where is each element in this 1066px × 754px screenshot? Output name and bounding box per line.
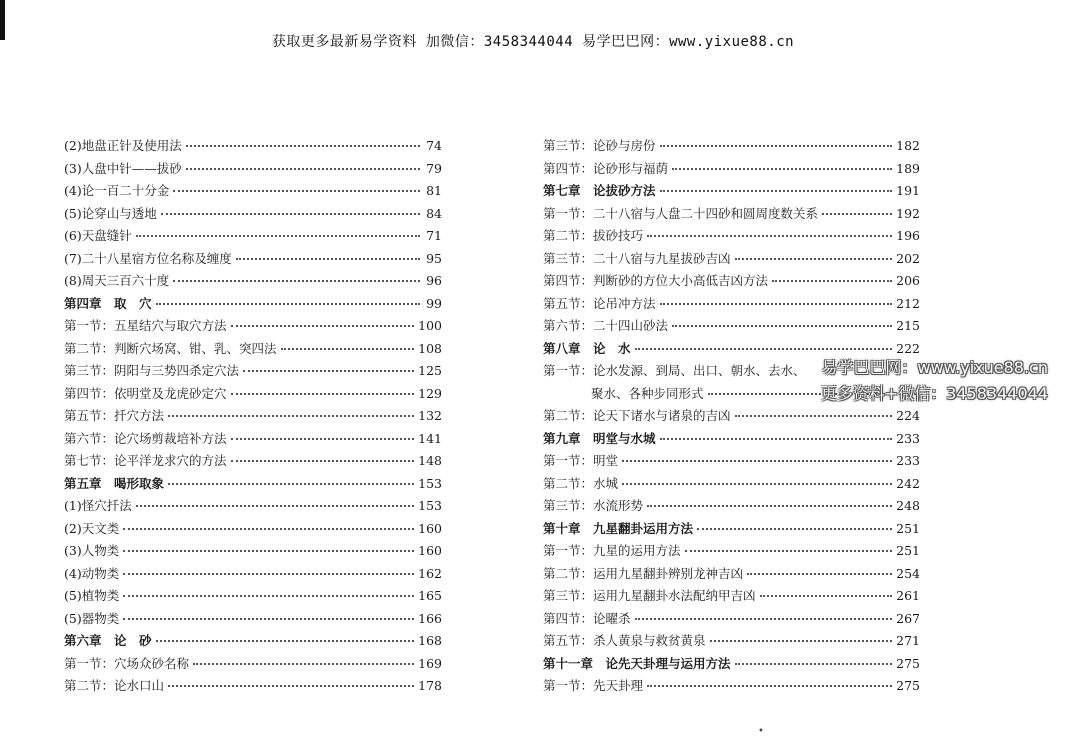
toc-leader-dots: [156, 632, 415, 642]
toc-page-number: 189: [896, 160, 920, 176]
toc-entry-row[interactable]: [64, 204, 442, 227]
toc-page-number: 160: [418, 520, 442, 536]
toc-entry-row[interactable]: [64, 609, 442, 632]
toc-entry-title: (2)天文类: [64, 520, 120, 536]
toc-entry-title: 第五章 喝形取象: [64, 475, 165, 491]
toc-entry-title: 第一节：五星结穴与取穴方法: [64, 318, 227, 333]
toc-page-number: 165: [418, 588, 442, 603]
toc-leader-dots: [231, 385, 415, 395]
toc-entry-title: (7)二十八星宿方位名称及缠度: [64, 250, 232, 266]
toc-entry-row[interactable]: [543, 249, 920, 272]
toc-leader-dots: [231, 452, 415, 462]
toc-entry-title: 第二节：判断穴场窝、钳、乳、突四法: [64, 340, 277, 356]
toc-entry-title: 第五节：杀人黄泉与救贫黄泉: [543, 633, 706, 648]
toc-leader-dots: [123, 520, 414, 530]
toc-page-number: 224: [896, 408, 920, 423]
toc-entry-title: 第一节：论水发源、到局、出口、朝水、去水、: [543, 363, 806, 378]
toc-leader-dots: [685, 542, 893, 552]
toc-entry-title: 第二节：水城: [543, 475, 619, 491]
toc-page-number: 275: [896, 678, 920, 693]
toc-leader-dots: [161, 205, 420, 215]
toc-entry-title: 第二节：论天下诸水与诸泉的吉凶: [543, 408, 731, 423]
toc-page-number: 129: [418, 385, 442, 401]
toc-entry-title: (8)周天三百六十度: [64, 273, 170, 288]
toc-page-number: 95: [426, 250, 442, 266]
toc-page-number: 215: [896, 318, 920, 333]
toc-chapter-row[interactable]: [64, 294, 442, 317]
toc-entry-row[interactable]: [64, 564, 442, 587]
toc-entry-title: 第一节：穴场众砂名称: [64, 655, 190, 671]
toc-page-number: 148: [418, 453, 442, 468]
toc-leader-dots: [236, 250, 420, 260]
toc-leader-dots: [123, 610, 414, 620]
toc-page-number: 178: [418, 678, 442, 693]
toc-entry-title: 聚水、各种步同形式: [591, 385, 704, 401]
toc-leader-dots: [156, 295, 420, 305]
toc-entry-row[interactable]: [64, 451, 442, 474]
toc-left-column: [64, 136, 442, 699]
toc-entry-row[interactable]: [64, 316, 442, 339]
toc-chapter-row[interactable]: [543, 429, 920, 452]
toc-page-number: 141: [418, 430, 442, 446]
toc-entry-row[interactable]: [64, 136, 442, 159]
toc-page-number: 251: [896, 543, 920, 558]
toc-entry-row[interactable]: [543, 204, 920, 227]
toc-leader-dots: [622, 475, 892, 485]
toc-leader-dots: [168, 677, 414, 687]
toc-entry-row[interactable]: [543, 631, 920, 654]
page-header: 获取更多最新易学资料 加微信：3458344044 易学巴巴网：www.yixue88.cn: [271, 34, 795, 50]
toc-leader-dots: [735, 655, 893, 665]
toc-entry-title: (3)人盘中针——拔砂: [64, 160, 182, 176]
toc-page-number: 84: [426, 205, 442, 221]
toc-entry-row[interactable]: [64, 384, 442, 407]
toc-leader-dots: [635, 340, 893, 350]
toc-entry-row[interactable]: [543, 564, 920, 587]
toc-page-number: 271: [896, 633, 920, 648]
toc-entry-row[interactable]: [543, 226, 920, 249]
toc-leader-dots: [136, 497, 414, 507]
toc-entry-title: 第一节：二十八宿与人盘二十四砂和圆周度数关系: [543, 205, 819, 221]
toc-entry-row[interactable]: [543, 496, 920, 519]
toc-entry-row[interactable]: [64, 249, 442, 272]
toc-chapter-row[interactable]: [64, 474, 442, 497]
toc-entry-title: 第三节：论砂与房份: [543, 138, 656, 153]
toc-page-number: 99: [426, 295, 442, 311]
toc-entry-row[interactable]: [64, 496, 442, 519]
toc-entry-row[interactable]: [543, 159, 920, 182]
toc-entry-title: 第十章 九星翻卦运用方法: [543, 520, 694, 536]
toc-leader-dots: [173, 182, 420, 192]
toc-leader-dots: [193, 655, 414, 665]
toc-chapter-row[interactable]: [543, 181, 920, 204]
toc-entry-row[interactable]: [543, 609, 920, 632]
toc-page-number: 191: [896, 183, 920, 198]
toc-page-number: 254: [896, 565, 920, 581]
toc-page-number: 251: [896, 520, 920, 536]
toc-entry-title: (5)植物类: [64, 588, 120, 603]
toc-page-number: 81: [426, 183, 442, 198]
toc-entry-title: (5)器物类: [64, 610, 120, 626]
toc-entry-row[interactable]: [64, 159, 442, 182]
toc-page-number: 196: [896, 228, 920, 243]
toc-entry-title: (4)动物类: [64, 565, 120, 581]
toc-entry-title: 第二节：运用九星翻卦辨别龙神吉凶: [543, 565, 744, 581]
toc-entry-title: 第六节：论穴场剪裁培补方法: [64, 430, 227, 446]
toc-page-number: 108: [418, 340, 442, 356]
toc-page-number: 96: [426, 273, 442, 288]
toc-entry-row[interactable]: [543, 316, 920, 339]
toc-leader-dots: [136, 227, 420, 237]
toc-leader-dots: [735, 250, 893, 260]
toc-page-number: 233: [896, 453, 920, 468]
toc-leader-dots: [123, 565, 414, 575]
toc-leader-dots: [186, 160, 420, 170]
toc-entry-title: 第四章 取 穴: [64, 295, 152, 311]
toc-page-number: 202: [896, 250, 920, 266]
toc-page-number: 153: [418, 498, 442, 513]
toc-page-number: 168: [418, 633, 442, 648]
toc-leader-dots: [123, 542, 414, 552]
toc-leader-dots: [710, 632, 893, 642]
toc-entry-row[interactable]: [543, 586, 920, 609]
toc-entry-row[interactable]: [543, 474, 920, 497]
toc-page-number: 261: [896, 588, 920, 603]
toc-leader-dots: [173, 272, 420, 282]
toc-entry-title: 第三节：二十八宿与九星拔砂吉凶: [543, 250, 731, 266]
toc-entry-row[interactable]: [543, 541, 920, 564]
toc-leader-dots: [747, 565, 892, 575]
toc-page-number: 160: [418, 543, 442, 558]
toc-entry-title: (5)论穿山与透地: [64, 205, 157, 221]
toc-entry-title: (4)论一百二十分金: [64, 183, 170, 198]
toc-leader-dots: [822, 205, 892, 215]
toc-entry-row[interactable]: [543, 406, 920, 429]
toc-page-number: 242: [896, 475, 920, 491]
toc-page-number: 212: [896, 295, 920, 311]
toc-chapter-row[interactable]: [543, 519, 920, 542]
toc-page-number: 74: [426, 138, 442, 153]
toc-entry-title: 第六节：二十四山砂法: [543, 318, 669, 333]
toc-leader-dots: [647, 497, 892, 507]
toc-page-number: 153: [418, 475, 442, 491]
page-mark: •: [758, 726, 764, 737]
toc-page-number: 267: [896, 610, 920, 626]
toc-entry-title: (2)地盘正针及使用法: [64, 138, 182, 153]
toc-entry-title: 第三节：运用九星翻卦水法配纳甲吉凶: [543, 588, 756, 603]
toc-leader-dots: [660, 430, 893, 440]
toc-right-column: [543, 136, 920, 699]
watermark-site: 易学巴巴网：www.yixue88.cn: [821, 358, 1048, 377]
toc-leader-dots: [660, 182, 893, 192]
toc-leader-dots: [760, 587, 893, 597]
toc-entry-title: (1)怪穴扦法: [64, 498, 132, 513]
toc-entry-row[interactable]: [543, 136, 920, 159]
toc-page-number: 182: [896, 138, 920, 153]
toc-entry-row[interactable]: [64, 406, 442, 429]
toc-leader-dots: [660, 295, 893, 305]
toc-page-number: 79: [426, 160, 442, 176]
toc-entry-title: (6)天盘缝针: [64, 228, 132, 243]
toc-page-number: 206: [896, 273, 920, 288]
toc-leader-dots: [243, 362, 414, 372]
toc-leader-dots: [168, 475, 414, 485]
toc-entry-row[interactable]: [64, 271, 442, 294]
toc-page-number: 100: [418, 318, 442, 333]
toc-entry-title: 第十一章 论先天卦理与运用方法: [543, 655, 731, 671]
toc-entry-row[interactable]: [64, 586, 442, 609]
toc-leader-dots: [647, 677, 892, 687]
toc-page-number: 192: [896, 205, 920, 221]
toc-leader-dots: [231, 317, 415, 327]
toc-page-number: 248: [896, 498, 920, 513]
toc-entry-title: 第四节：依明堂及龙虎砂定穴: [64, 385, 227, 401]
toc-entry-title: 第三节：水流形势: [543, 498, 644, 513]
toc-entry-row[interactable]: [64, 226, 442, 249]
toc-leader-dots: [622, 452, 892, 462]
toc-page-number: 71: [426, 228, 442, 243]
toc-leader-dots: [697, 520, 892, 530]
toc-entry-row[interactable]: [64, 339, 442, 362]
toc-page-number: 162: [418, 565, 442, 581]
toc-entry-row[interactable]: [543, 294, 920, 317]
toc-entry-title: 第三节：阴阳与三势四杀定穴法: [64, 363, 240, 378]
toc-entry-row[interactable]: [64, 429, 442, 452]
toc-leader-dots: [772, 272, 892, 282]
toc-entry-title: 第二节：拔砂技巧: [543, 228, 644, 243]
toc-leader-dots: [635, 610, 893, 620]
toc-chapter-row[interactable]: [64, 631, 442, 654]
toc-entry-title: 第一节：明堂: [543, 453, 619, 468]
toc-entry-row[interactable]: [543, 676, 920, 699]
toc-entry-title: 第二节：论水口山: [64, 678, 165, 693]
toc-entry-title: 第六章 论 砂: [64, 633, 152, 648]
toc-entry-title: 第一节：先天卦理: [543, 678, 644, 693]
toc-entry-title: 第四节：论砂形与福荫: [543, 160, 669, 176]
toc-entry-title: 第七章 论拔砂方法: [543, 183, 656, 198]
toc-entry-title: 第四节：论曜杀: [543, 610, 631, 626]
toc-entry-title: (3)人物类: [64, 543, 120, 558]
toc-entry-title: 第四节：判断砂的方位大小高低吉凶方法: [543, 273, 769, 288]
toc-entry-row[interactable]: [64, 519, 442, 542]
toc-entry-title: 第五节：扦穴方法: [64, 408, 165, 423]
toc-entry-title: 第五节：论吊冲方法: [543, 295, 656, 311]
toc-entry-title: 第一节：九星的运用方法: [543, 543, 681, 558]
toc-leader-dots: [231, 430, 415, 440]
toc-entry-row[interactable]: [64, 654, 442, 677]
toc-page-number: 166: [418, 610, 442, 626]
toc-entry-title: 第七节：论平洋龙求穴的方法: [64, 453, 227, 468]
toc-entry-row[interactable]: [64, 541, 442, 564]
toc-page-number: 169: [418, 655, 442, 671]
toc-entry-row[interactable]: [64, 361, 442, 384]
toc-leader-dots: [660, 137, 893, 147]
toc-page-number: 132: [418, 408, 442, 423]
toc-page-number: 125: [418, 363, 442, 378]
toc-leader-dots: [123, 587, 414, 597]
toc-leader-dots: [672, 317, 892, 327]
toc-leader-dots: [735, 407, 893, 417]
toc-leader-dots: [281, 340, 415, 350]
toc-leader-dots: [168, 407, 414, 417]
toc-entry-title: 第九章 明堂与水城: [543, 430, 656, 446]
toc-entry-row[interactable]: [64, 181, 442, 204]
toc-entry-row[interactable]: [543, 271, 920, 294]
toc-chapter-row[interactable]: [543, 654, 920, 677]
toc-leader-dots: [186, 137, 420, 147]
toc-entry-title: 第八章 论 水: [543, 340, 631, 356]
toc-leader-dots: [647, 227, 892, 237]
toc-entry-row[interactable]: [64, 676, 442, 699]
toc-entry-row[interactable]: [543, 451, 920, 474]
toc-page-number: 222: [896, 340, 920, 356]
toc-page-number: 233: [896, 430, 920, 446]
toc-leader-dots: [672, 160, 892, 170]
toc-page-number: 275: [896, 655, 920, 671]
watermark-contact: 更多资料+微信：3458344044: [820, 384, 1048, 403]
